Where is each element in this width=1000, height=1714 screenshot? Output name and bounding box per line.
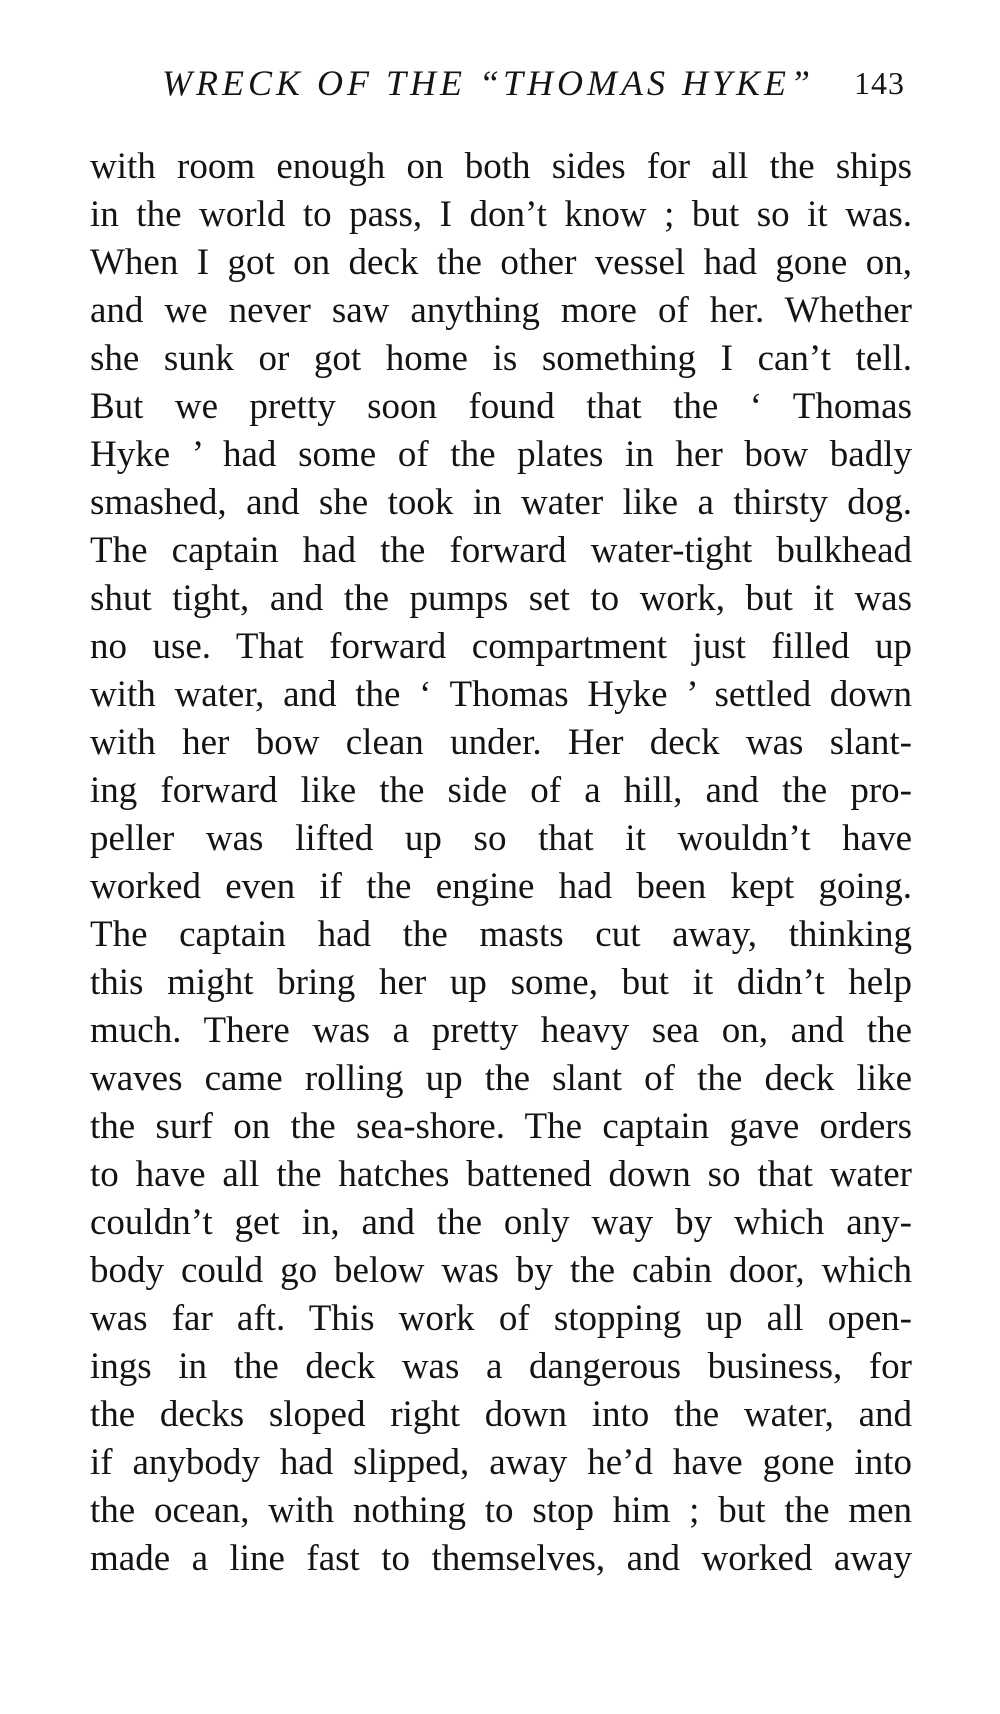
text-line: But we pretty soon found that the ‘ Thomas bbox=[90, 386, 912, 427]
text-line: ing forward like the side of a hill, and the pro- bbox=[90, 770, 912, 811]
text-line: she sunk or got home is something I can’t tell. bbox=[90, 338, 912, 379]
text-line: the surf on the sea-shore. The captain gave orders bbox=[90, 1106, 912, 1147]
text-line: When I got on deck the other vessel had gone on, bbox=[90, 242, 912, 283]
text-line: was far aft. This work of stopping up all open- bbox=[90, 1298, 912, 1339]
text-line: and we never saw anything more of her. Whether bbox=[90, 290, 912, 331]
text-line: The captain had the forward water-tight bulkhead bbox=[90, 530, 912, 571]
text-line: to have all the hatches battened down so that water bbox=[90, 1154, 912, 1195]
text-line: the decks sloped right down into the water, and bbox=[90, 1394, 912, 1435]
text-line: Hyke ’ had some of the plates in her bow badly bbox=[90, 434, 912, 475]
text-line: with water, and the ‘ Thomas Hyke ’ settled down bbox=[90, 674, 912, 715]
text-line: waves came rolling up the slant of the deck like bbox=[90, 1058, 912, 1099]
body-text bbox=[90, 143, 912, 1583]
text-line: body could go below was by the cabin door, which bbox=[90, 1250, 912, 1291]
text-line: The captain had the masts cut away, thinking bbox=[90, 914, 912, 955]
text-line: with her bow clean under. Her deck was slant- bbox=[90, 722, 912, 763]
text-line: no use. That forward compartment just filled up bbox=[90, 626, 912, 667]
text-line: made a line fast to themselves, and worked away bbox=[90, 1538, 912, 1579]
text-line: much. There was a pretty heavy sea on, and the bbox=[90, 1010, 912, 1051]
running-title: WRECK OF THE “THOMAS HYKE” bbox=[162, 63, 815, 103]
text-line: if anybody had slipped, away he’d have gone into bbox=[90, 1442, 912, 1483]
text-line: this might bring her up some, but it didn’t help bbox=[90, 962, 912, 1003]
page-number: 143 bbox=[854, 65, 905, 101]
text-line: worked even if the engine had been kept going. bbox=[90, 866, 912, 907]
text-line: with room enough on both sides for all the ships bbox=[90, 146, 912, 187]
text-line: peller was lifted up so that it wouldn’t have bbox=[90, 818, 912, 859]
text-line: ings in the deck was a dangerous business, for bbox=[90, 1346, 912, 1387]
text-line: smashed, and she took in water like a thirsty dog. bbox=[90, 482, 912, 523]
text-line: in the world to pass, I don’t know ; but so it was. bbox=[90, 194, 912, 235]
text-line: couldn’t get in, and the only way by which any- bbox=[90, 1202, 912, 1243]
running-head bbox=[0, 58, 1000, 108]
text-line: shut tight, and the pumps set to work, but it was bbox=[90, 578, 912, 619]
text-line: the ocean, with nothing to stop him ; but the men bbox=[90, 1490, 912, 1531]
